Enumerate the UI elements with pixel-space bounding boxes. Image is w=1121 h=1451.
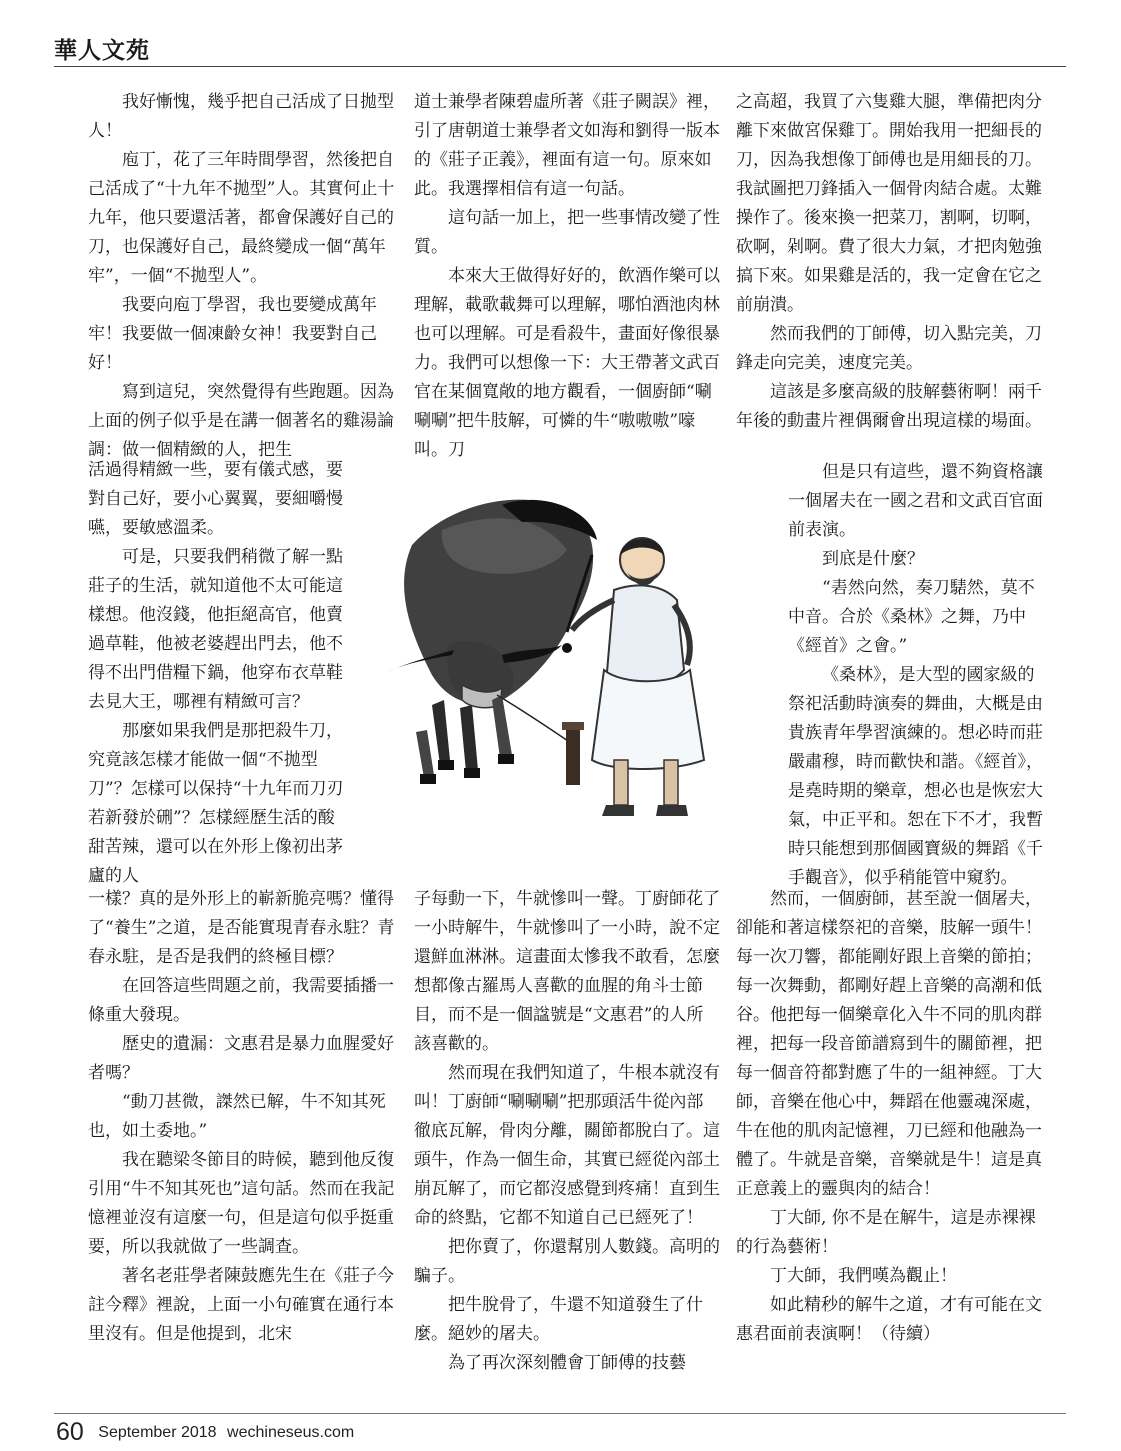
paragraph: 可是，只要我們稍微了解一點莊子的生活，就知道他不太可能這樣想。他沒錢，他拒絕高官，他賣過草鞋，他被老婆趕出門去，他不得不出門借糧下鍋，他穿布衣草鞋去見大王，哪裡有精緻可言？	[88, 547, 343, 712]
paragraph: 活過得精緻一些，要有儀式感，要對自己好，要小心翼翼，要細嚼慢嚥，要敏感溫柔。	[88, 460, 343, 538]
paragraph: 寫到這兒，突然覺得有些跑題。因為上面的例子似乎是在講一個著名的雞湯論調：做一個精緻的人，把生	[88, 382, 394, 460]
page-footer	[56, 1418, 354, 1447]
article-column-2-top	[414, 88, 720, 465]
paragraph: 我在聽梁冬節目的時候，聽到他反復引用“牛不知其死也”這句話。然而在我記憶裡並沒有這麼一句，但是這句似乎挺重要，所以我就做了一些調查。	[88, 1150, 395, 1257]
paragraph: 到底是什麼？	[822, 549, 924, 569]
paragraph: 本來大王做得好好的，飲酒作樂可以理解，載歌載舞可以理解，哪怕酒池肉林也可以理解。可是看殺牛，畫面好像很暴力。我們可以想像一下：大王帶著文武百官在某個寬敞的地方觀看，一個廚師“唰唰唰”把牛肢解，可憐的牛“嗷嗷嗷”嚎叫。刀	[414, 266, 720, 460]
ox-and-butcher-illustration	[352, 460, 732, 875]
paragraph: 這該是多麼高級的肢解藝術啊！兩千年後的動畫片裡偶爾會出現這樣的場面。	[736, 382, 1042, 431]
article-column-2-bottom	[414, 885, 720, 1378]
paragraph: “動刀甚微，謋然已解，牛不知其死也，如土委地。”	[88, 1092, 386, 1141]
paragraph: 但是只有這些，還不夠資格讓一個屠夫在一國之君和文武百官面前表演。	[788, 462, 1043, 540]
paragraph: 之高超，我買了六隻雞大腿，準備把肉分離下來做宮保雞丁。開始我用一把細長的刀，因為我想像丁師傅也是用細長的刀。我試圖把刀鋒插入一個骨肉結合處。太難操作了。後來換一把菜刀，割啊，切啊，砍啊，剁啊。費了很大力氣，才把肉勉強搞下來。如果雞是活的，我一定會在它之前崩潰。	[736, 92, 1042, 315]
paragraph: 那麼如果我們是那把殺牛刀，究竟該怎樣才能做一個“不拋型刀”？怎樣可以保持“十九年而刀刃若新發於硎”？怎樣經歷生活的酸甜苦辣，還可以在外形上像初出茅廬的人	[88, 721, 344, 886]
tether-post	[562, 722, 584, 785]
paragraph: 如此精秒的解牛之道，才有可能在文惠君面前表演啊！（待續）	[736, 1295, 1042, 1344]
paragraph: 然而我們的丁師傅，切入點完美，刀鋒走向完美，速度完美。	[736, 324, 1042, 373]
paragraph: 把牛脫骨了，牛還不知道發生了什麼。絕妙的屠夫。	[414, 1295, 703, 1344]
issue-date: September 2018	[98, 1423, 217, 1441]
paragraph: 一樣？真的是外形上的嶄新脆亮嗎？懂得了“養生”之道，是否能實現青春永駐？青春永駐，是否是我們的終極目標？	[88, 889, 395, 967]
paragraph: “砉然向然，奏刀騞然，莫不中音。合於《桑林》之舞，乃中《經首》之會。”	[788, 578, 1035, 656]
paragraph: 這句話一加上，把一些事情改變了性質。	[414, 208, 720, 257]
article-column-3-bottom	[736, 885, 1048, 1349]
article-column-3-wrap	[788, 458, 1048, 893]
paragraph: 為了再次深刻體會丁師傅的技藝	[448, 1353, 686, 1373]
paragraph: 丁大師, 你不是在解牛，這是赤裸裸的行為藝術！	[736, 1208, 1036, 1257]
footer-divider	[54, 1413, 1066, 1414]
paragraph: 丁大師，我們嘆為觀止！	[770, 1266, 957, 1286]
paragraph: 《桑林》，是大型的國家級的祭祀活動時演奏的舞曲，大概是由貴族青年學習演練的。想必時而莊嚴肅穆，時而歡快和諧。《經首》，是堯時期的樂章，想必也是恢宏大氣，中正平和。恕在下不才，我暫時只能想到那個國寶級的舞蹈《千手觀音》，似乎稍能管中窺豹。	[788, 665, 1043, 888]
paragraph: 我好慚愧，幾乎把自己活成了日拋型人！	[88, 92, 394, 141]
paragraph: 然而，一個廚師，甚至說一個屠夫，卻能和著這樣祭祀的音樂，肢解一頭牛！每一次刀響，都能剛好跟上音樂的節拍；每一次舞動，都剛好趕上音樂的高潮和低谷。他把每一個樂章化入牛不同的肌肉群裡，把每一段音節譜寫到牛的關節裡，把每一個音符都對應了牛的一組神經。丁大師，音樂在他心中，舞蹈在他靈魂深處，牛在他的肌肉記憶裡，刀已經和他融為一體了。牛就是音樂，音樂就是牛！這是真正意義上的靈與肉的結合！	[736, 889, 1042, 1199]
header-divider	[54, 66, 1066, 67]
article-column-3-top	[736, 88, 1048, 436]
paragraph: 在回答這些問題之前，我需要插播一條重大發現。	[88, 976, 394, 1025]
paragraph: 著名老莊學者陳鼓應先生在《莊子今註今釋》裡說，上面一小句確實在通行本里沒有。但是他提到，北宋	[88, 1266, 394, 1344]
paragraph: 把你賣了，你還幫別人數錢。高明的騙子。	[414, 1237, 720, 1286]
page-number: 60	[56, 1418, 84, 1446]
ox-figure	[387, 500, 597, 784]
article-column-1-wrap	[88, 456, 346, 891]
paragraph: 子每動一下，牛就慘叫一聲。丁廚師花了一小時解牛，牛就慘叫了一小時，說不定還鮮血淋淋。這畫面太慘我不敢看，怎麼想都像古羅馬人喜歡的血腥的角斗士節目，而不是一個諡號是“文惠君”的人所該喜歡的。	[414, 889, 720, 1054]
article-column-1-bottom	[88, 885, 400, 1349]
magazine-section-title: 華人文苑	[54, 37, 150, 64]
article-column-1-top	[88, 88, 400, 465]
paragraph: 歷史的遺漏：文惠君是暴力血腥愛好者嗎？	[88, 1034, 394, 1083]
paragraph: 道士兼學者陳碧虛所著《莊子闕誤》裡，引了唐朝道士兼學者文如海和劉得一版本的《莊子正義》，裡面有這一句。原來如此。我選擇相信有這一句話。	[414, 92, 720, 199]
website-link[interactable]: wechineseus.com	[227, 1423, 355, 1441]
paragraph: 庖丁，花了三年時間學習，然後把自己活成了“十九年不拋型”人。其實何止十九年，他只要還活著，都會保護好自己的刀，也保護好自己，最終變成一個“萬年牢”，一個“不拋型人”。	[88, 150, 395, 286]
paragraph: 然而現在我們知道了，牛根本就沒有叫！丁廚師“唰唰唰”把那頭活牛從內部徹底瓦解，骨肉分離，關節都脫白了。這頭牛，作為一個生命，其實已經從內部土崩瓦解了，而它都沒感覺到疼痛！直到生命的終點，它都不知道自己已經死了！	[414, 1063, 720, 1228]
paragraph: 我要向庖丁學習，我也要變成萬年牢！我要做一個凍齡女神！我要對自己好！	[88, 295, 377, 373]
